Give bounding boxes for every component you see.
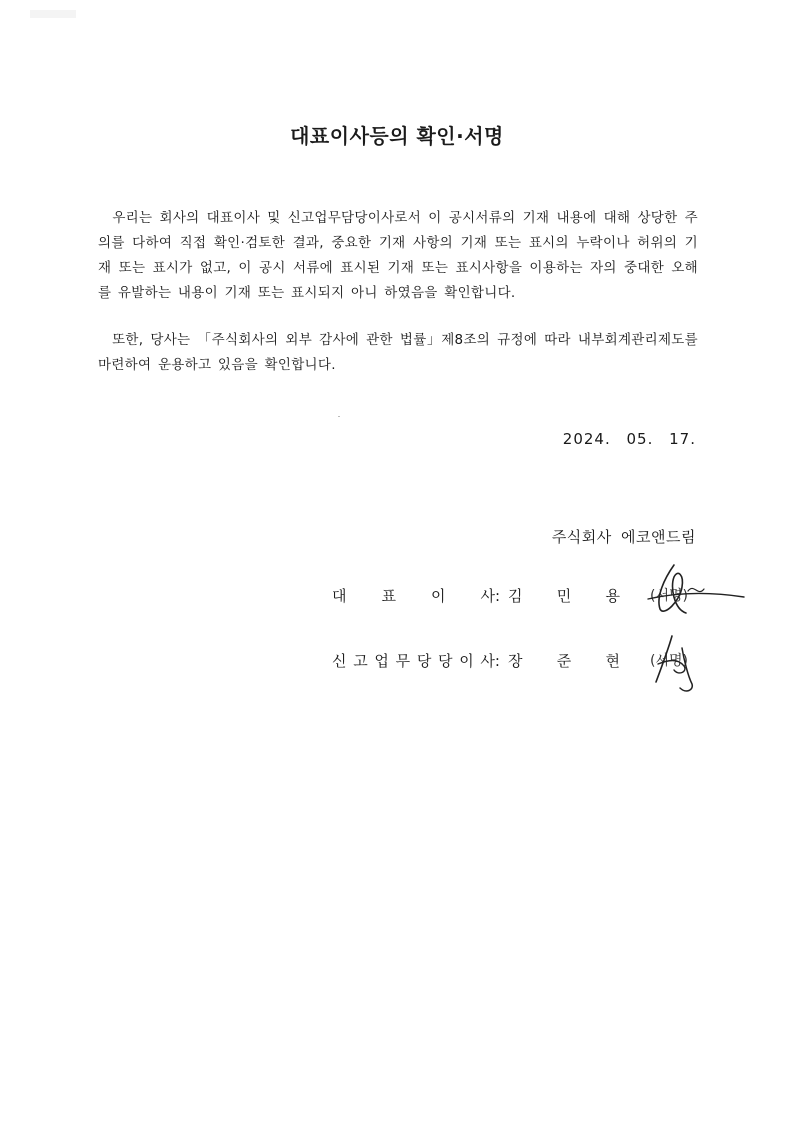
role-char: 대	[332, 587, 347, 605]
role-char: 고	[353, 652, 368, 670]
company-name: 주식회사 에코앤드림	[551, 528, 696, 546]
role-char: 이	[459, 652, 474, 670]
body-paragraph-internal-control	[98, 328, 698, 378]
role-char: 당	[438, 652, 453, 670]
role-char: 이	[430, 587, 446, 605]
name-char: 김	[508, 587, 523, 605]
role-char: 업	[374, 652, 389, 670]
name-char: 현	[605, 652, 620, 670]
signature-placeholder-label: (서명)	[650, 653, 688, 669]
scan-dot	[338, 416, 340, 417]
document-date: 2024. 05. 17.	[562, 430, 696, 448]
role-char: 표	[381, 587, 396, 605]
signatory-name	[508, 585, 620, 606]
signatory-name	[508, 650, 620, 671]
body-paragraph-confirmation	[98, 206, 698, 306]
role-char: 당	[416, 652, 432, 670]
role-char: 신	[332, 652, 347, 670]
name-char: 장	[508, 652, 523, 670]
name-char: 용	[605, 587, 620, 605]
role-char: 사:	[480, 587, 500, 605]
name-char: 준	[556, 652, 572, 670]
signature-placeholder-label: (서명)	[650, 588, 688, 604]
paragraph-text: 우리는 회사의 대표이사 및 신고업무담당이사로서 이 공시서류의 기재 내용에 대해 상당한 주의를 다하여 직접 확인·검토한 결과, 중요한 기재 사항의 기재 또는 표시의 누락이나 허위의 기재 또는 표시가 없고, 이 공시 서류에 표시된 기재 또는 표시사항을 이용하는 자의 중대한 오해를 유발하는 내용이 기재 또는 표시되지 아니 하였음을 확인합니다.	[98, 210, 698, 301]
signatory-role	[332, 585, 500, 606]
paragraph-text: 또한, 당사는 「주식회사의 외부 감사에 관한 법률」제8조의 규정에 따라 내부회계관리제도를 마련하여 운용하고 있음을 확인합니다.	[98, 332, 698, 373]
signatory-role	[332, 650, 500, 671]
name-char: 민	[556, 587, 572, 605]
signatory-ceo	[332, 585, 702, 625]
signatory-disclosure-officer	[332, 650, 702, 690]
role-char: 사:	[480, 652, 500, 670]
document-title: 대표이사등의 확인·서명	[290, 124, 504, 148]
scan-artifact	[30, 10, 76, 18]
role-char: 무	[395, 652, 411, 670]
